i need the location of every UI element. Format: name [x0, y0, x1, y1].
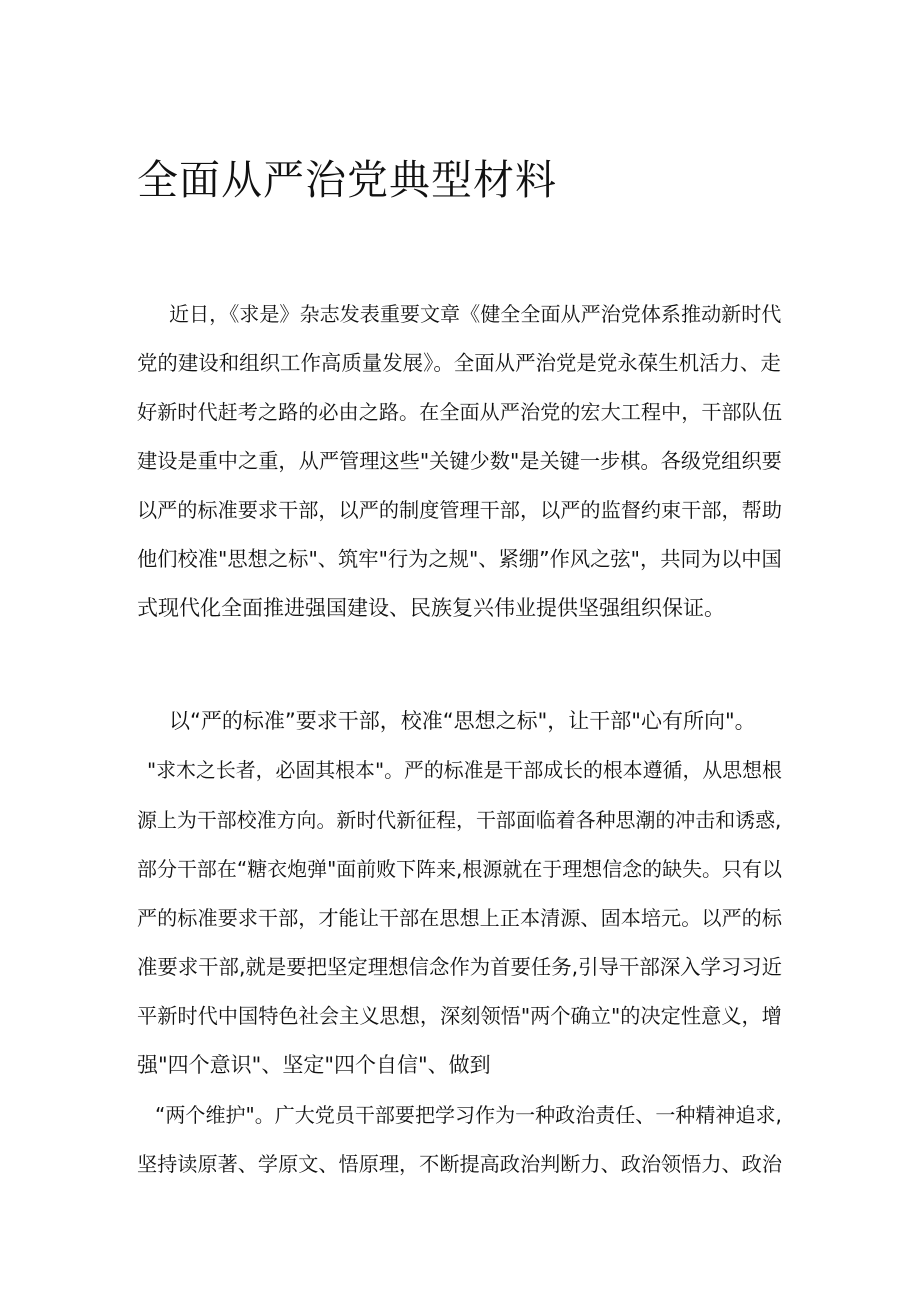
paragraph-2-line-1: 以“严的标准”要求干部，校准“思想之标"，让干部"心有所向"。: [169, 709, 756, 733]
paragraph-1-line-7: 式现代化全面推进强国建设、民族复兴伟业提供坚强组织保证。: [137, 596, 725, 620]
paragraph-2-line-8: 强"四个意识"、坚定"四个自信"、做到: [137, 1053, 491, 1077]
document-title: 全面从严治党典型材料: [137, 156, 557, 204]
paragraph-2-line-5: 严的标准要求干部，才能让干部在思想上正本清源、固本培元。以严的标: [137, 906, 782, 930]
paragraph-1-line-5: 以严的标准要求干部，以严的制度管理干部，以严的监督约束干部，帮助: [137, 498, 782, 522]
paragraph-2-line-6: 准要求干部,就是要把坚定理想信念作为首要任务,引导干部深入学习习近: [137, 955, 783, 979]
paragraph-2-line-9: “两个维护"。广大党员干部要把学习作为一种政治责任、一种精神追求,: [155, 1103, 782, 1127]
paragraph-1-line-4: 建设是重中之重，从严管理这些"关键少数"是关键一步棋。各级党组织要: [137, 449, 782, 473]
paragraph-2-line-7: 平新时代中国特色社会主义思想，深刻领悟"两个确立"的决定性意义，增: [137, 1004, 782, 1028]
paragraph-2-line-2: "求木之长者，必固其根本"。严的标准是干部成长的根本遵循，从思想根: [147, 759, 782, 782]
paragraph-2-line-3: 源上为干部校准方向。新时代新征程，干部面临着各种思潮的冲击和诱惑,: [137, 808, 782, 832]
paragraph-1-line-1: 近日，《求是》杂志发表重要文章《健全全面从严治党体系推动新时代: [169, 302, 782, 326]
paragraph-1-line-2: 党的建设和组织工作高质量发展》。全面从严治党是党永葆生机活力、走: [137, 351, 781, 375]
paragraph-2-line-10: 坚持读原著、学原文、悟原理，不断提高政治判断力、政治领悟力、政治: [137, 1152, 782, 1176]
paragraph-1-line-6: 他们校准"思想之标"、筑牢"行为之规"、紧绷”作风之弦"，共同为以中国: [137, 547, 782, 571]
paragraph-1-line-3: 好新时代赶考之路的必由之路。在全面从严治党的宏大工程中，干部队伍: [137, 400, 782, 424]
paragraph-2-line-4: 部分干部在“糖衣炮弹"面前败下阵来,根源就在于理想信念的缺失。只有以: [137, 857, 782, 881]
